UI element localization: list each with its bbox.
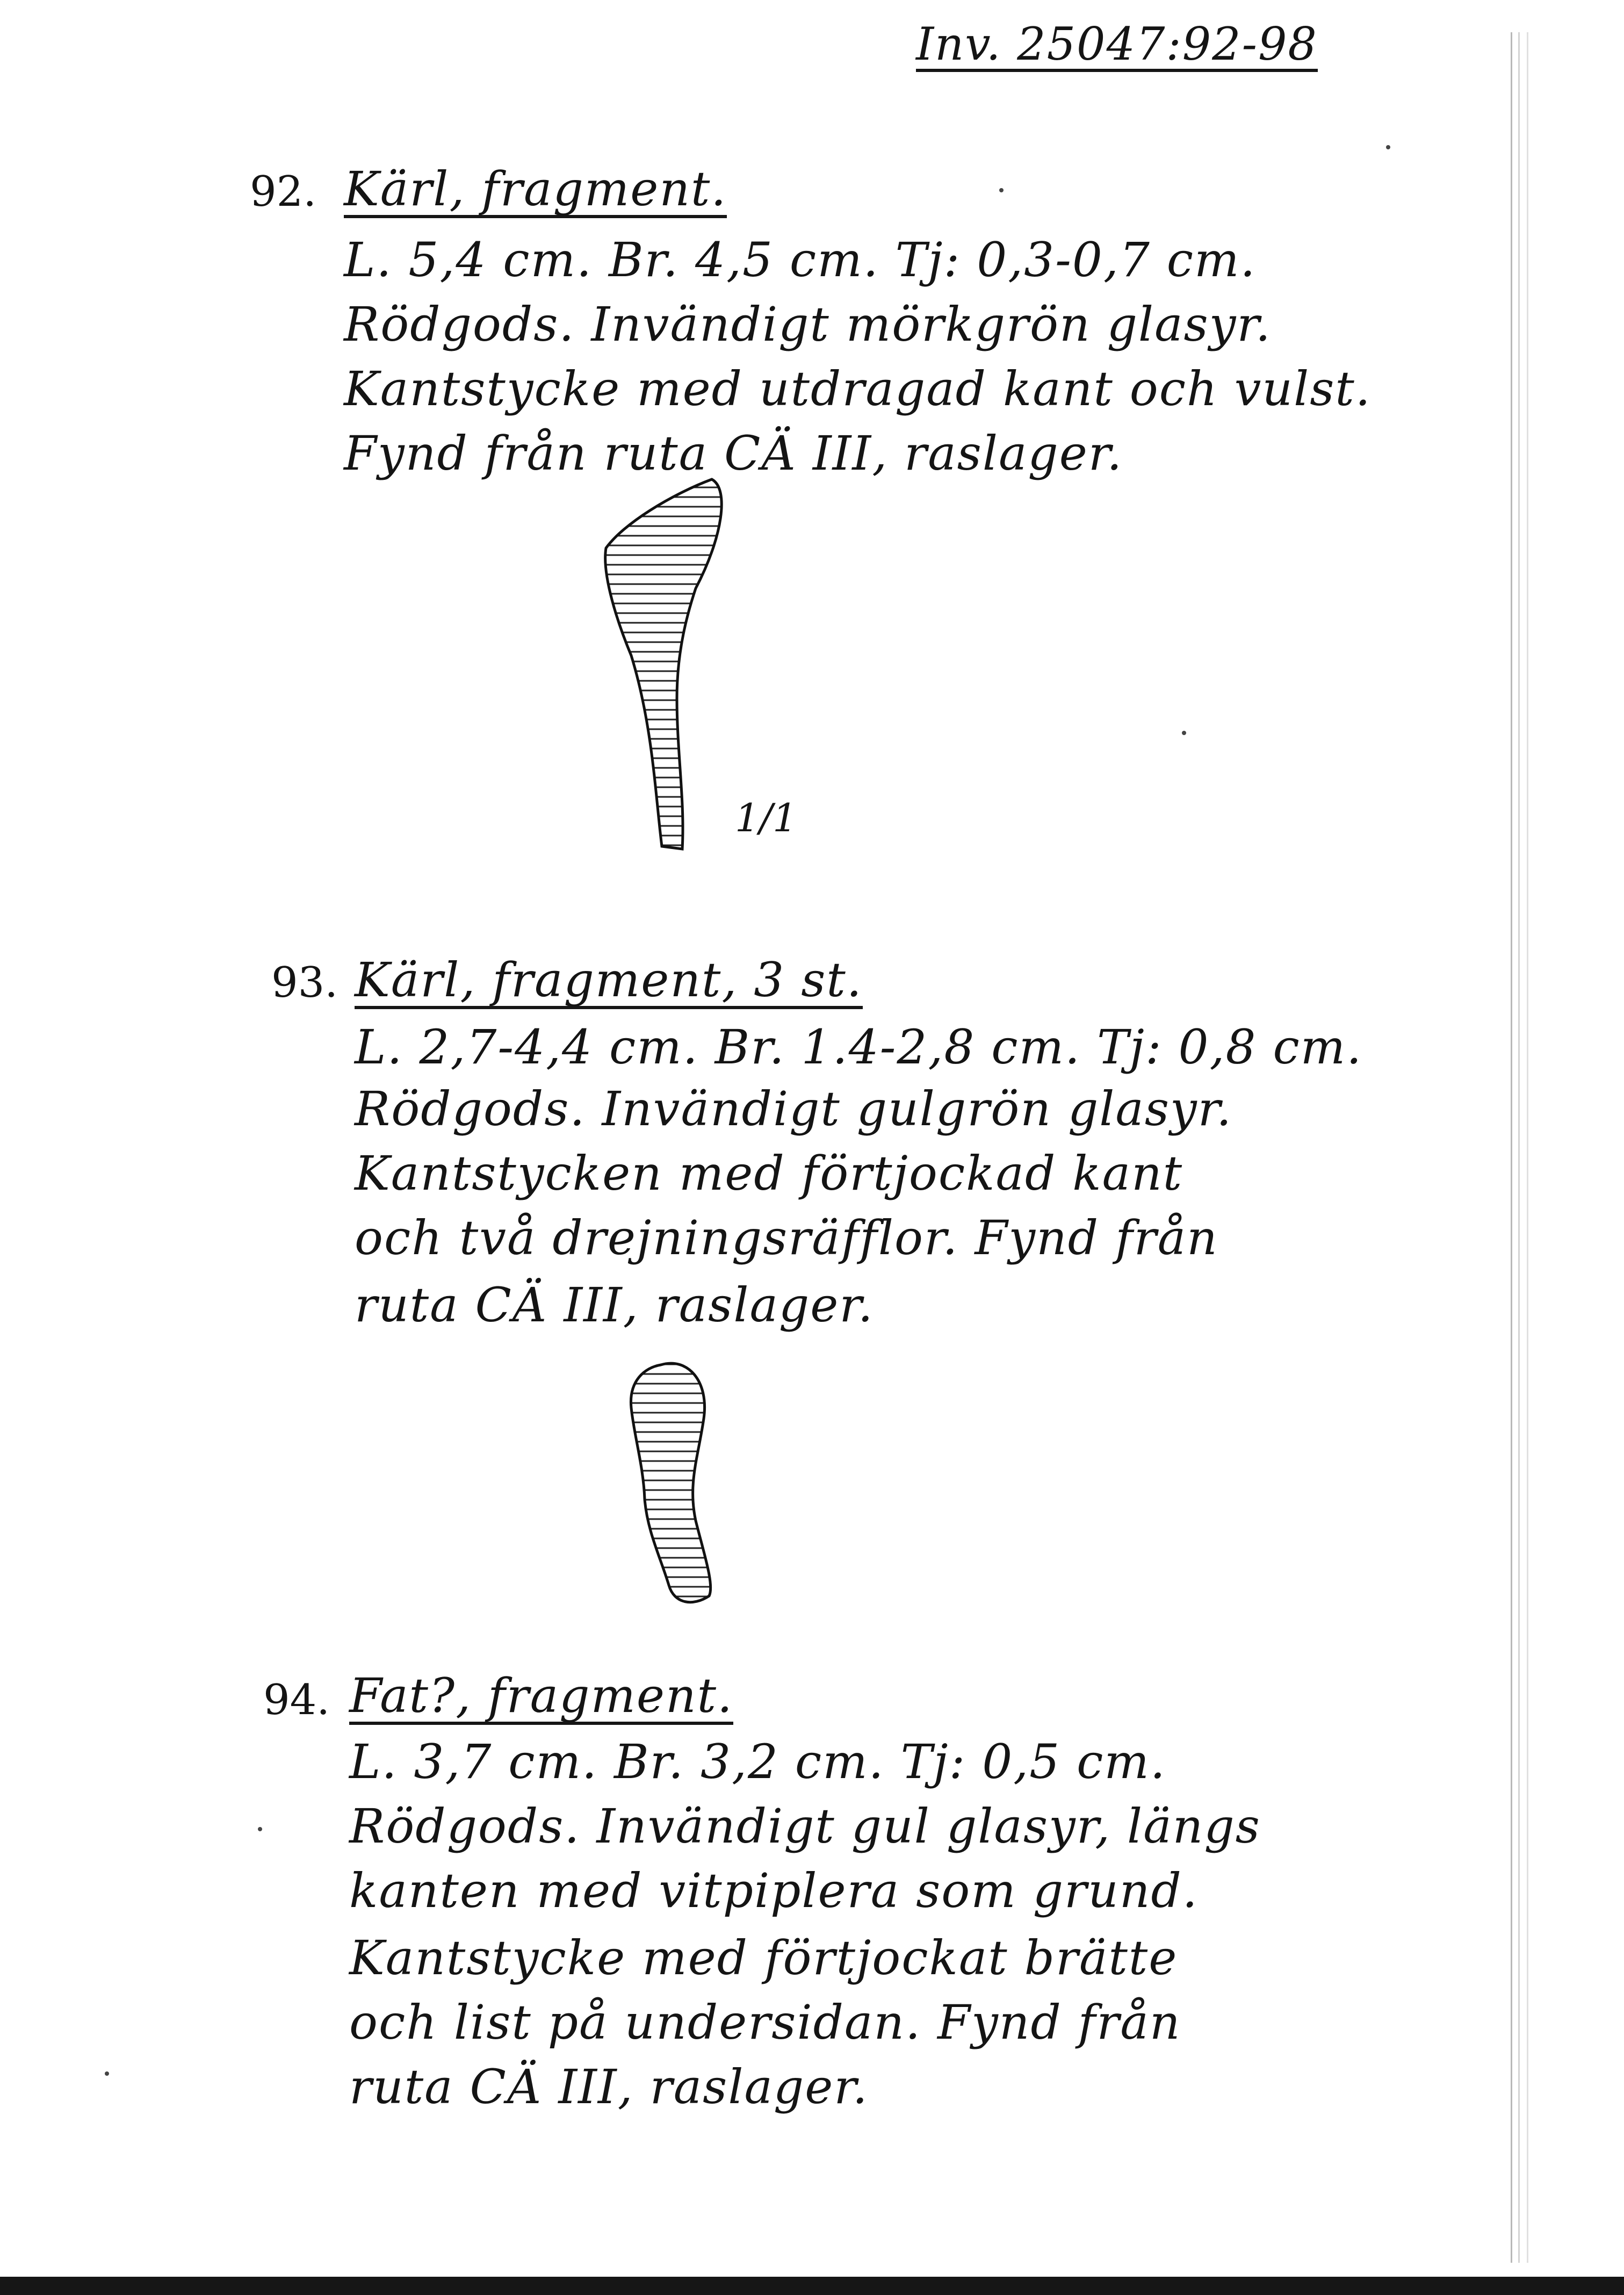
entry-line: Kantstycke med utdragad kant och vulst.: [344, 361, 1372, 416]
page-edge-line: [1511, 32, 1512, 2263]
speck: [999, 188, 1004, 192]
scale-label: 1/1: [735, 795, 797, 840]
entry-line: och två drejningsräfflor. Fynd från: [355, 1210, 1218, 1265]
speck: [1386, 145, 1390, 149]
entry-heading: Kärl, fragment.: [344, 166, 727, 218]
speck: [105, 2071, 109, 2076]
entry-line: och list på undersidan. Fynd från: [349, 1995, 1181, 2050]
speck: [258, 1827, 262, 1831]
entry-line: Rödgods. Invändigt mörkgrön glasyr.: [344, 297, 1272, 352]
entry-line: L. 3,7 cm. Br. 3,2 cm. Tj: 0,5 cm.: [349, 1734, 1166, 1789]
entry-line: L. 2,7-4,4 cm. Br. 1.4-2,8 cm. Tj: 0,8 cm.: [355, 1019, 1363, 1075]
entry-line: Kantstycke med förtjockat brätte: [349, 1930, 1178, 1985]
entry-line: ruta CÄ III, raslager.: [355, 1277, 874, 1333]
entry-heading: Fat?, fragment.: [349, 1672, 733, 1725]
scan-border: [0, 2277, 1624, 2295]
fragment-profile-drawing: [623, 1359, 731, 1607]
entry-line: Kantstycken med förtjockad kant: [355, 1146, 1183, 1201]
entry-line: Rödgods. Invändigt gulgrön glasyr.: [355, 1081, 1233, 1136]
page-edge-line: [1527, 32, 1528, 2263]
entry-line: Fynd från ruta CÄ III, raslager.: [344, 426, 1123, 481]
entry-number: 93.: [271, 959, 338, 1007]
page-edge-line: [1518, 32, 1520, 2263]
inventory-number: Inv. 25047:92-98: [916, 21, 1318, 72]
entry-line: kanten med vitpiplera som grund.: [349, 1863, 1199, 1918]
entry-line: Rödgods. Invändigt gul glasyr, längs: [349, 1798, 1261, 1854]
entry-line: ruta CÄ III, raslager.: [349, 2059, 869, 2114]
entry-number: 92.: [250, 168, 317, 216]
speck: [1182, 731, 1186, 735]
entry-line: L. 5,4 cm. Br. 4,5 cm. Tj: 0,3-0,7 cm.: [344, 232, 1257, 287]
entry-heading: Kärl, fragment, 3 st.: [355, 956, 863, 1009]
fragment-profile-drawing: [591, 473, 731, 860]
entry-number: 94.: [263, 1676, 330, 1724]
